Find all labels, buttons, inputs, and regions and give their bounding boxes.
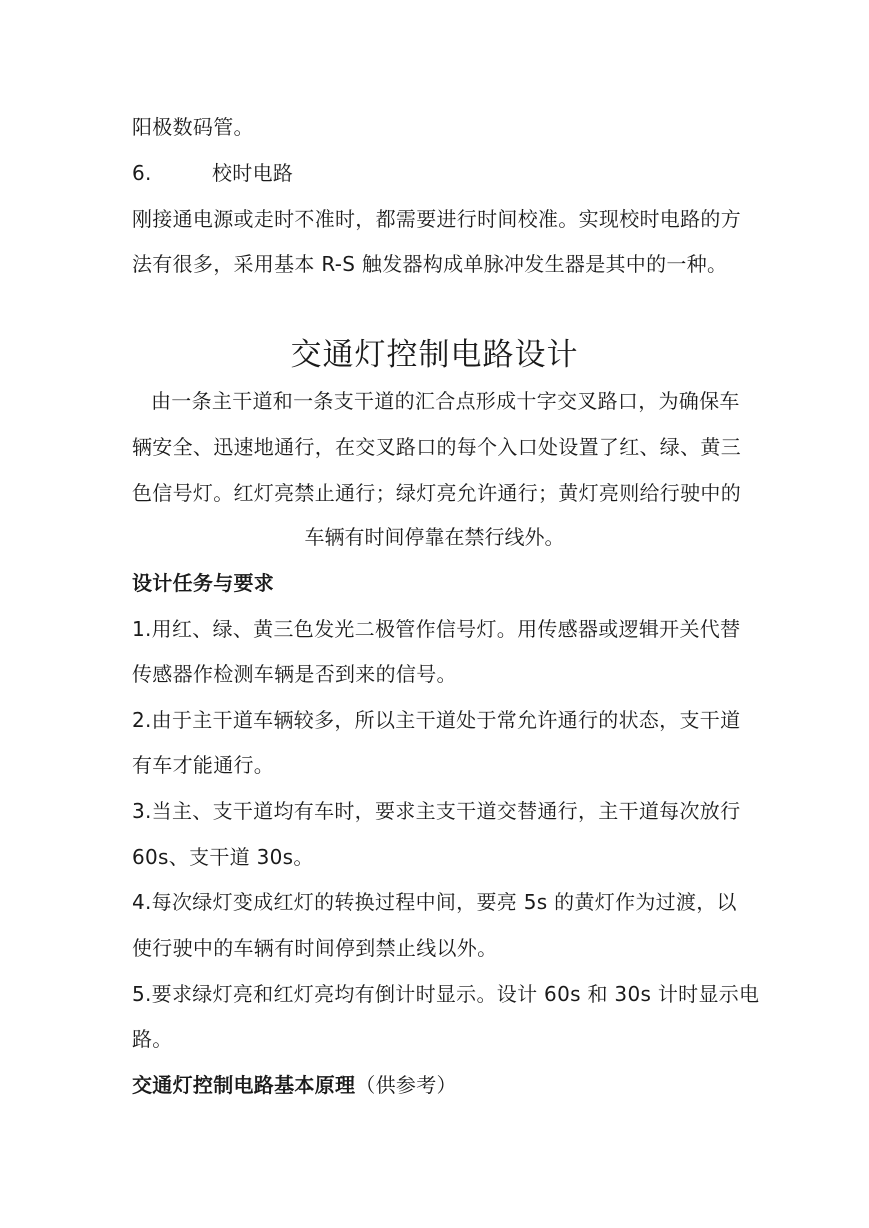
intro-line: 色信号灯。红灯亮禁止通行；绿灯亮允许通行；黄灯亮则给行驶中的 bbox=[132, 481, 741, 505]
section-heading-principle bbox=[132, 1072, 457, 1098]
list-item-line: 传感器作检测车辆是否到来的信号。 bbox=[132, 662, 457, 686]
paragraph-line: 法有很多，采用基本 R-S 触发器构成单脉冲发生器是其中的一种。 bbox=[132, 252, 728, 276]
section-heading: 交通灯控制电路基本原理 bbox=[132, 1073, 356, 1097]
paragraph-line: 刚接通电源或走时不准时，都需要进行时间校准。实现校时电路的方 bbox=[132, 207, 741, 231]
item-number: 6. bbox=[132, 161, 152, 185]
heading-note: （供参考） bbox=[355, 1073, 457, 1097]
text-line: 阳极数码管。 bbox=[132, 115, 254, 139]
list-item-line: 60s、支干道 30s。 bbox=[132, 845, 314, 869]
list-item-line: 2.由于主干道车辆较多，所以主干道处于常允许通行的状态，支干道 bbox=[132, 708, 741, 732]
list-item-line: 1.用红、绿、黄三色发光二极管作信号灯。用传感器或逻辑开关代替 bbox=[132, 617, 741, 641]
list-item-line: 3.当主、支干道均有车时，要求主支干道交替通行，主干道每次放行 bbox=[132, 799, 741, 823]
intro-line: 车辆有时间停靠在禁行线外。 bbox=[304, 525, 565, 549]
list-item-line: 路。 bbox=[132, 1027, 173, 1051]
page-title: 交通灯控制电路设计 bbox=[290, 337, 579, 373]
item-title: 校时电路 bbox=[212, 161, 294, 185]
list-item-line: 使行驶中的车辆有时间停到禁止线以外。 bbox=[132, 936, 498, 960]
list-item-line: 有车才能通行。 bbox=[132, 753, 275, 777]
intro-line: 辆安全、迅速地通行，在交叉路口的每个入口处设置了红、绿、黄三 bbox=[132, 435, 741, 459]
list-item-6 bbox=[132, 160, 293, 186]
list-item-line: 4.每次绿灯变成红灯的转换过程中间，要亮 5s 的黄灯作为过渡，以 bbox=[132, 890, 737, 914]
intro-line: 由一条主干道和一条支干道的汇合点形成十字交叉路口，为确保车 bbox=[151, 389, 740, 413]
section-heading: 设计任务与要求 bbox=[132, 571, 275, 595]
list-item-line: 5.要求绿灯亮和红灯亮均有倒计时显示。设计 60s 和 30s 计时显示电 bbox=[132, 982, 760, 1006]
